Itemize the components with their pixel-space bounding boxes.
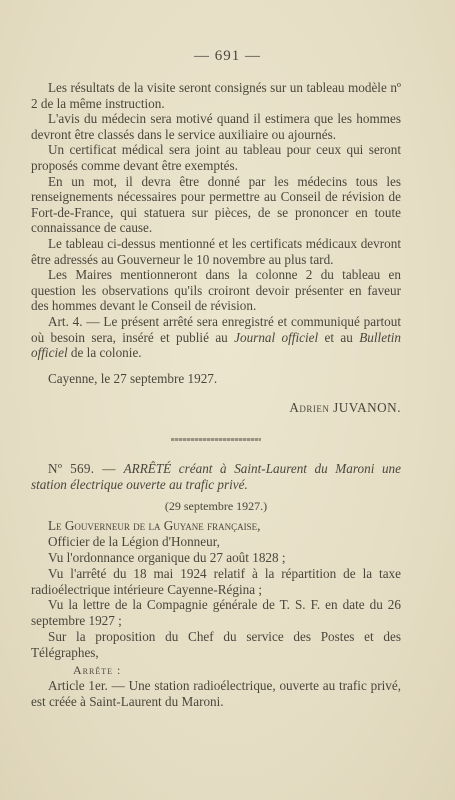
decree-heading (31, 461, 401, 493)
bulletin-officiel: Bulletin officiel (31, 329, 401, 361)
article-4-text: de la colonie. (67, 345, 142, 361)
article-1: Article 1er. — Une station radioélectrique, ouverte au trafic privé, est créée à Saint-Laurent du Maroni. (31, 678, 401, 710)
date-line: Cayenne, le 27 septembre 1927. (48, 370, 218, 386)
article-4-text: et au (318, 329, 360, 345)
decree-line: Officier de la Légion d'Honneur, (48, 534, 220, 550)
paragraph: Les résultats de la visite seront consignés sur un tableau modèle nº 2 de la même instruction. (31, 80, 401, 111)
paragraph: En un mot, il devra être donné par les médecins tous les renseignements nécessaires pour permettre au Conseil de révision de Fort-de-France, qui statuera sur pièces, de se prononcer en toute connaissance de cause. (31, 173, 401, 236)
paragraph: Le tableau ci-dessus mentionné et les certificats médicaux devront être adressés au Gouverneur le 10 novembre au plus tard. (31, 235, 401, 267)
decree-line: Sur la proposition du Chef du service des Postes et des Télégraphes, (31, 628, 401, 660)
paragraph: Un certificat médical sera joint au tableau pour ceux qui seront proposés comme devant être exemptés. (31, 142, 401, 173)
decree-number: Nº 569. — (48, 461, 124, 476)
decree-569 (31, 461, 401, 710)
separator-rule (171, 438, 261, 441)
signature: Adrien JUVANON. (289, 400, 401, 416)
journal-officiel: Journal officiel (234, 329, 319, 345)
decree-title: ARRÊTÉ créant à Saint-Laurent du Maroni une station électrique ouverte au trafic privé. (31, 461, 401, 492)
decree-line: Vu la lettre de la Compagnie générale de T. S. F. en date du 26 septembre 1927 ; (31, 597, 401, 629)
paragraph: Les Maires mentionneront dans la colonne 2 du tableau en question les observations qu'ils croiront devoir présenter en faveur des hommes devant le Conseil de révision. (31, 267, 401, 314)
previous-decree-text (31, 80, 401, 416)
paragraph: L'avis du médecin sera motivé quand il estimera que les hommes devront être classés dans le service auxiliaire ou ajournés. (31, 111, 401, 142)
decree-date: (29 septembre 1927.) (164, 498, 268, 513)
article-4-text: Art. 4. — Le présent arrêté sera enregistré et communiqué partout où besoin sera, inséré et publié au (31, 313, 401, 345)
article-4 (31, 314, 401, 361)
decree-line: Vu l'arrêté du 18 mai 1924 relatif à la répartition de la taxe radioélectrique intérieure Cayenne-Régina ; (31, 565, 401, 597)
decree-line: Vu l'ordonnance organique du 27 août 1828 ; (48, 549, 286, 565)
page-number: — 691 — (194, 48, 261, 64)
arrete-heading: Arrête : (73, 662, 122, 677)
governor-line: Le Gouverneur de la Guyane française, (48, 518, 261, 534)
